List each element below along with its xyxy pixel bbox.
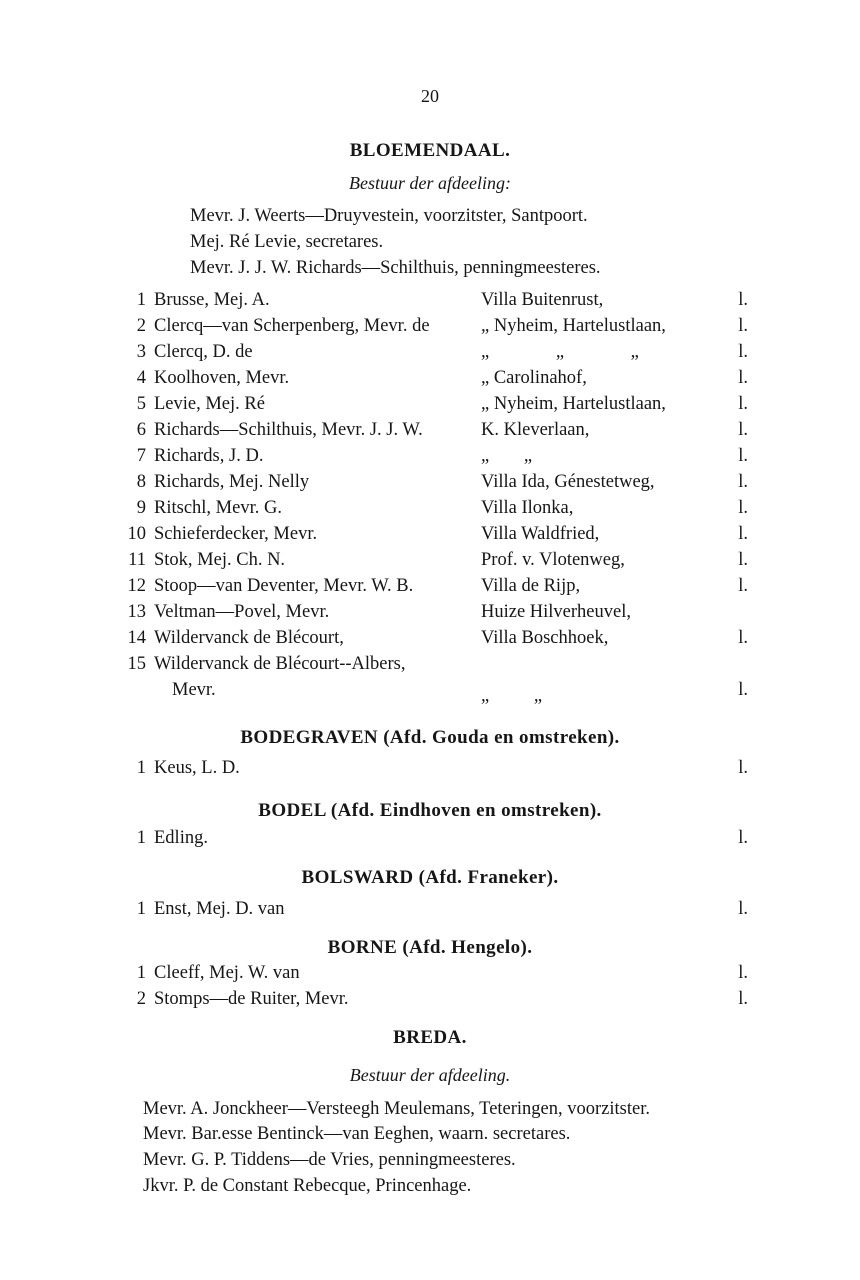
member-row [0, 524, 860, 550]
member-number: 8 [136, 472, 146, 492]
member-row [0, 963, 860, 989]
board-line: Jkvr. P. de Constant Rebecque, Princenhage. [143, 1176, 472, 1196]
member-number: 5 [136, 394, 146, 414]
member-suffix: l. [738, 550, 748, 570]
member-suffix: l. [738, 472, 748, 492]
member-address: Prof. v. Vlotenweg, [481, 550, 625, 570]
member-row [0, 899, 860, 925]
member-number: 1 [136, 899, 146, 919]
member-address: „ „ [481, 446, 533, 466]
member-suffix: l. [738, 628, 748, 648]
member-name: Clercq—van Scherpenberg, Mevr. de [154, 316, 430, 336]
member-number: 3 [136, 342, 146, 362]
member-name: Richards, J. D. [154, 446, 264, 466]
section-title: BODEGRAVEN (Afd. Gouda en omstreken). [240, 727, 620, 748]
member-address: „ „ „ [481, 342, 639, 362]
member-suffix: l. [738, 316, 748, 336]
board-line: Mevr. Bar.esse Bentinck—van Eeghen, waarn. secretares. [143, 1124, 571, 1144]
member-number: 1 [136, 758, 146, 778]
board-line: Mevr. A. Jonckheer—Versteegh Meulemans, Teteringen, voorzitster. [143, 1099, 650, 1119]
member-address: „ Nyheim, Hartelustlaan, [481, 316, 666, 336]
member-suffix: l. [738, 498, 748, 518]
member-address: „ Carolinahof, [481, 368, 587, 388]
member-row [0, 654, 860, 680]
section-title: BORNE (Afd. Hengelo). [327, 937, 533, 958]
member-row [0, 368, 860, 394]
member-name: Koolhoven, Mevr. [154, 368, 290, 388]
member-number: 14 [127, 628, 146, 648]
member-name: Enst, Mej. D. van [154, 899, 285, 919]
member-row [0, 342, 860, 368]
member-name: Wildervanck de Blécourt--Albers, [154, 654, 406, 674]
member-name: Keus, L. D. [154, 758, 240, 778]
member-row [0, 420, 860, 446]
member-row [0, 680, 860, 706]
member-suffix: l. [738, 368, 748, 388]
section-title: BLOEMENDAAL. [349, 140, 511, 161]
member-suffix: l. [738, 524, 748, 544]
member-row [0, 628, 860, 654]
member-row [0, 576, 860, 602]
board-line: Mej. Ré Levie, secretares. [190, 232, 384, 252]
member-row [0, 472, 860, 498]
member-row [0, 758, 860, 784]
member-suffix: l. [738, 342, 748, 362]
member-suffix: l. [738, 758, 748, 778]
member-row [0, 290, 860, 316]
member-suffix: l. [738, 899, 748, 919]
member-row [0, 602, 860, 628]
member-suffix: l. [738, 828, 748, 848]
member-number: 12 [127, 576, 146, 596]
member-suffix: l. [738, 963, 748, 983]
member-name: Schieferdecker, Mevr. [154, 524, 318, 544]
member-name: Veltman—Povel, Mevr. [154, 602, 330, 622]
member-suffix: l. [738, 290, 748, 310]
member-number: 7 [136, 446, 146, 466]
member-address: Huize Hilverheuvel, [481, 602, 631, 622]
member-name: Mevr. [172, 680, 216, 700]
member-row [0, 828, 860, 854]
member-number: 1 [136, 828, 146, 848]
member-number: 15 [127, 654, 146, 674]
member-number: 9 [136, 498, 146, 518]
member-row [0, 446, 860, 472]
member-number: 2 [136, 316, 146, 336]
member-row [0, 394, 860, 420]
member-name: Clercq, D. de [154, 342, 253, 362]
member-name: Richards, Mej. Nelly [154, 472, 310, 492]
member-address: Villa Ida, Génestetweg, [481, 472, 655, 492]
member-suffix: l. [738, 446, 748, 466]
member-row [0, 989, 860, 1015]
member-suffix: l. [738, 420, 748, 440]
member-name: Richards—Schilthuis, Mevr. J. J. W. [154, 420, 423, 440]
section-title: BODEL (Afd. Eindhoven en omstreken). [258, 800, 602, 821]
member-address: „ „ [481, 686, 543, 706]
member-row [0, 550, 860, 576]
member-name: Levie, Mej. Ré [154, 394, 265, 414]
member-address: Villa Boschhoek, [481, 628, 609, 648]
member-row [0, 316, 860, 342]
member-address: Villa Ilonka, [481, 498, 574, 518]
member-number: 2 [136, 989, 146, 1009]
page-number: 20 [421, 86, 439, 106]
member-number: 4 [136, 368, 146, 388]
member-suffix: l. [738, 680, 748, 700]
member-row [0, 498, 860, 524]
member-address: Villa Waldfried, [481, 524, 600, 544]
member-name: Brusse, Mej. A. [154, 290, 270, 310]
board-title: Bestuur der afdeeling: [349, 173, 511, 193]
member-name: Wildervanck de Blécourt, [154, 628, 344, 648]
member-address: Villa Buitenrust, [481, 290, 604, 310]
member-suffix: l. [738, 576, 748, 596]
member-address: Villa de Rijp, [481, 576, 581, 596]
member-suffix: l. [738, 394, 748, 414]
member-name: Edling. [154, 828, 208, 848]
board-line: Mevr. J. Weerts—Druyvestein, voorzitster, Santpoort. [190, 206, 588, 226]
member-number: 1 [136, 963, 146, 983]
section-title: BOLSWARD (Afd. Franeker). [301, 867, 559, 888]
board-line: Mevr. G. P. Tiddens—de Vries, penningmeesteres. [143, 1150, 516, 1170]
section-title: BREDA. [393, 1027, 467, 1048]
board-title: Bestuur der afdeeling. [349, 1065, 511, 1085]
member-number: 10 [127, 524, 146, 544]
member-number: 13 [127, 602, 146, 622]
member-name: Stoop—van Deventer, Mevr. W. B. [154, 576, 414, 596]
member-number: 6 [136, 420, 146, 440]
member-number: 11 [128, 550, 146, 570]
member-name: Stomps—de Ruiter, Mevr. [154, 989, 349, 1009]
member-suffix: l. [738, 989, 748, 1009]
member-number: 1 [136, 290, 146, 310]
member-name: Ritschl, Mevr. G. [154, 498, 282, 518]
member-name: Cleeff, Mej. W. van [154, 963, 300, 983]
member-address: K. Kleverlaan, [481, 420, 590, 440]
board-line: Mevr. J. J. W. Richards—Schilthuis, penningmeesteres. [190, 258, 601, 278]
member-name: Stok, Mej. Ch. N. [154, 550, 286, 570]
member-address: „ Nyheim, Hartelustlaan, [481, 394, 666, 414]
